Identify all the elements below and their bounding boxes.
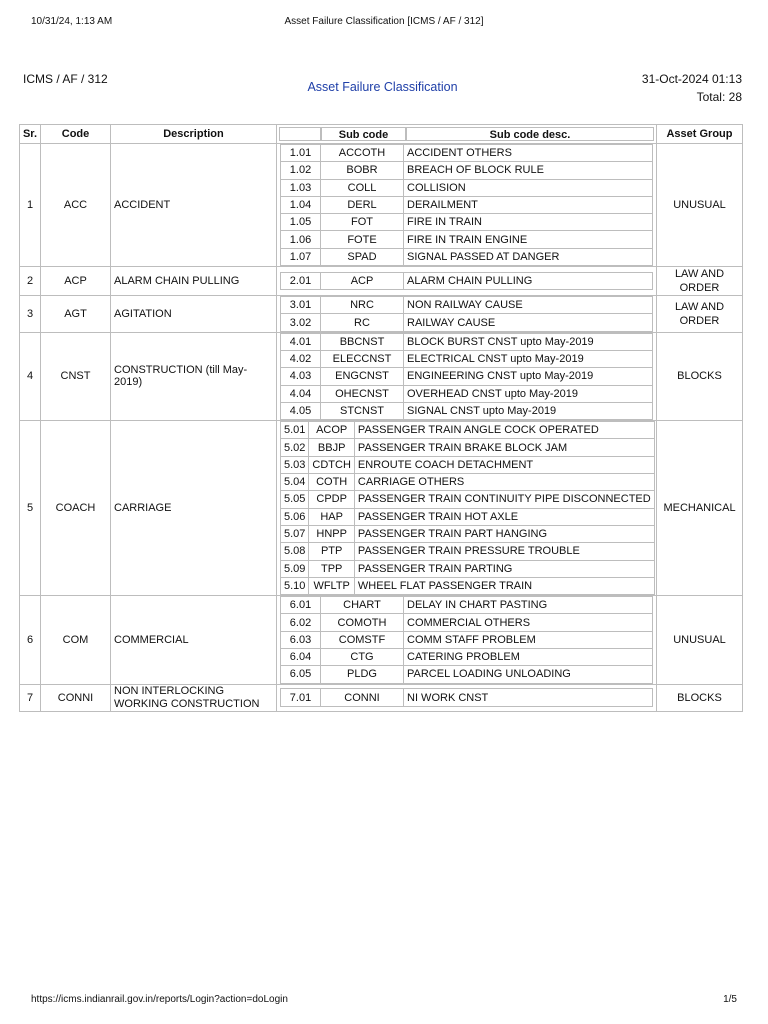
row-description: CARRIAGE [111,421,277,596]
table-row [20,144,743,267]
row-subcodes [277,296,657,333]
subcode-row [281,649,653,666]
subcode-row [281,577,655,594]
subcode: RC [321,314,404,331]
subcode-number: 5.05 [281,491,309,508]
subcode-description: RAILWAY CAUSE [404,314,653,331]
row-sr: 1 [20,144,41,267]
subcode-number: 6.04 [281,649,321,666]
row-asset-group: MECHANICAL [657,421,743,596]
subcode-description: CARRIAGE OTHERS [354,474,654,491]
subcode-row [281,196,653,213]
row-code: CNST [41,332,111,420]
subcode: COMOTH [321,614,404,631]
row-sr: 3 [20,296,41,333]
subcode-number: 3.02 [281,314,321,331]
subcode-row [281,350,653,367]
report-header [23,70,742,110]
subcode-description: PASSENGER TRAIN HOT AXLE [354,508,654,525]
subcode-description: ACCIDENT OTHERS [404,145,653,162]
subcode: ACOP [309,422,355,439]
subcode-description: SIGNAL PASSED AT DANGER [404,248,653,265]
subcode-description: OVERHEAD CNST upto May-2019 [404,385,653,402]
subcode-table [280,296,653,332]
row-subcodes [277,421,657,596]
subcode-row [281,385,653,402]
subcode-row [281,508,655,525]
row-code: COM [41,596,111,684]
subcode-table [280,421,655,595]
subcode-description: DERAILMENT [404,196,653,213]
subcode: CHART [321,597,404,614]
subcode: HNPP [309,525,355,542]
subcode: PLDG [321,666,404,683]
subcode-row [281,689,653,706]
print-url: https://icms.indianrail.gov.in/reports/Login?action=doLogin [31,994,288,1005]
row-description: COMMERCIAL [111,596,277,684]
subcode-number: 6.05 [281,666,321,683]
table-row [20,596,743,684]
subcode-number: 5.09 [281,560,309,577]
subcode-description: ENGINEERING CNST upto May-2019 [404,368,653,385]
subcode-description: SIGNAL CNST upto May-2019 [404,402,653,419]
subcode: FOTE [321,231,404,248]
subcode-number: 1.01 [281,145,321,162]
print-title: Asset Failure Classification [ICMS / AF / 312] [284,16,484,27]
subcode-number: 1.06 [281,231,321,248]
subcode-description: COMMERCIAL OTHERS [404,614,653,631]
subcode-row [281,231,653,248]
table-body [20,144,743,712]
subcode-number: 5.10 [281,577,309,594]
header-subcode-num [279,127,321,141]
row-subcodes [277,332,657,420]
subcode-row [281,543,655,560]
subcode-description: NON RAILWAY CAUSE [404,297,653,314]
subcode-description: COMM STAFF PROBLEM [404,631,653,648]
classification-table [19,124,743,712]
row-code: CONNI [41,684,111,711]
subcode: FOT [321,214,404,231]
row-description: NON INTERLOCKING WORKING CONSTRUCTION [111,684,277,711]
subcode-row [281,402,653,419]
subcode-row [281,297,653,314]
subcode: BBCNST [321,333,404,350]
subcode-row [281,597,653,614]
subcode: STCNST [321,402,404,419]
header-description: Description [111,125,277,144]
subcode-table [280,333,653,420]
subcode-table [280,596,653,683]
subcode-row [281,145,653,162]
subcode-description: PASSENGER TRAIN PRESSURE TROUBLE [354,543,654,560]
row-description: ALARM CHAIN PULLING [111,267,277,296]
row-code: AGT [41,296,111,333]
subcode-number: 5.04 [281,474,309,491]
subcode-row [281,248,653,265]
header-subcode: Sub code [321,127,406,141]
subcode: COLL [321,179,404,196]
header-subcode-desc: Sub code desc. [406,127,654,141]
subcode-row [281,314,653,331]
subcode: CPDP [309,491,355,508]
row-sr: 7 [20,684,41,711]
subcode-table [280,272,653,290]
subcode-description: PARCEL LOADING UNLOADING [404,666,653,683]
subcode: COTH [309,474,355,491]
subcode-number: 6.01 [281,597,321,614]
subcode: BOBR [321,162,404,179]
subcode-number: 5.07 [281,525,309,542]
row-sr: 5 [20,421,41,596]
subcode-description: ALARM CHAIN PULLING [404,272,653,289]
subcode-row [281,333,653,350]
subcode-number: 4.03 [281,368,321,385]
subcode-number: 7.01 [281,689,321,706]
subcode-number: 4.02 [281,350,321,367]
subcode: BBJP [309,439,355,456]
table-row [20,296,743,333]
subcode-number: 5.01 [281,422,309,439]
subcode-description: ENROUTE COACH DETACHMENT [354,456,654,473]
report-code: ICMS / AF / 312 [23,72,108,86]
report-title: Asset Failure Classification [307,80,458,94]
subcode-description: FIRE IN TRAIN [404,214,653,231]
subcode-row [281,560,655,577]
print-header [31,16,737,30]
row-sr: 4 [20,332,41,420]
subcode: ACP [321,272,404,289]
report-total: Total: 28 [696,90,742,104]
header-asset-group: Asset Group [657,125,743,144]
subcode-number: 2.01 [281,272,321,289]
row-asset-group: UNUSUAL [657,596,743,684]
subcode-description: PASSENGER TRAIN BRAKE BLOCK JAM [354,439,654,456]
subcode: PTP [309,543,355,560]
table-row [20,421,743,596]
subcode-number: 4.01 [281,333,321,350]
subcode-number: 6.02 [281,614,321,631]
subcode-description: PASSENGER TRAIN ANGLE COCK OPERATED [354,422,654,439]
subcode: ELECCNST [321,350,404,367]
header-subcode-group [277,125,657,144]
subcode-description: PASSENGER TRAIN PARTING [354,560,654,577]
subcode-row [281,631,653,648]
row-code: ACP [41,267,111,296]
row-subcodes [277,684,657,711]
subcode-row [281,491,655,508]
row-description: AGITATION [111,296,277,333]
subcode-number: 5.02 [281,439,309,456]
row-code: COACH [41,421,111,596]
subcode: TPP [309,560,355,577]
subcode: CONNI [321,689,404,706]
subcode-description: ELECTRICAL CNST upto May-2019 [404,350,653,367]
subcode-description: BLOCK BURST CNST upto May-2019 [404,333,653,350]
subcode: CTG [321,649,404,666]
subcode-row [281,422,655,439]
print-datetime: 10/31/24, 1:13 AM [31,16,113,27]
subcode-description: FIRE IN TRAIN ENGINE [404,231,653,248]
row-code: ACC [41,144,111,267]
row-sr: 6 [20,596,41,684]
subcode: HAP [309,508,355,525]
print-page-number: 1/5 [723,994,737,1005]
subcode-row [281,666,653,683]
subcode-number: 5.06 [281,508,309,525]
subcode-description: DELAY IN CHART PASTING [404,597,653,614]
row-subcodes [277,267,657,296]
row-sr: 2 [20,267,41,296]
subcode: NRC [321,297,404,314]
subcode-number: 1.04 [281,196,321,213]
subcode-description: COLLISION [404,179,653,196]
subcode-number: 3.01 [281,297,321,314]
subcode: OHECNST [321,385,404,402]
subcode-row [281,368,653,385]
subcode-description: WHEEL FLAT PASSENGER TRAIN [354,577,654,594]
subcode-number: 1.03 [281,179,321,196]
row-asset-group: BLOCKS [657,332,743,420]
row-subcodes [277,144,657,267]
subcode-row [281,162,653,179]
row-description: CONSTRUCTION (till May-2019) [111,332,277,420]
subcode-number: 6.03 [281,631,321,648]
table-header-row [20,125,743,144]
table-row [20,267,743,296]
subcode: COMSTF [321,631,404,648]
subcode-table [280,144,653,266]
subcode-row [281,272,653,289]
subcode-table [280,688,653,706]
subcode-number: 4.04 [281,385,321,402]
subcode-description: PASSENGER TRAIN CONTINUITY PIPE DISCONNECTED [354,491,654,508]
subcode-row [281,456,655,473]
report-date: 31-Oct-2024 01:13 [641,72,742,86]
subcode-row [281,439,655,456]
row-asset-group: LAW AND ORDER [657,296,743,333]
row-asset-group: UNUSUAL [657,144,743,267]
subcode-row [281,614,653,631]
subcode-row [281,214,653,231]
print-footer [31,994,737,1008]
subcode-row [281,179,653,196]
subcode: ACCOTH [321,145,404,162]
subcode-description: BREACH OF BLOCK RULE [404,162,653,179]
subcode-description: PASSENGER TRAIN PART HANGING [354,525,654,542]
subcode-row [281,525,655,542]
subcode-number: 5.03 [281,456,309,473]
row-asset-group: LAW AND ORDER [657,267,743,296]
subcode-number: 5.08 [281,543,309,560]
subcode: WFLTP [309,577,355,594]
subcode: ENGCNST [321,368,404,385]
row-asset-group: BLOCKS [657,684,743,711]
subcode: SPAD [321,248,404,265]
table-row [20,684,743,711]
subcode-number: 4.05 [281,402,321,419]
header-code: Code [41,125,111,144]
subcode-row [281,474,655,491]
subcode-number: 1.02 [281,162,321,179]
subcode-description: CATERING PROBLEM [404,649,653,666]
header-sr: Sr. [20,125,41,144]
subcode: DERL [321,196,404,213]
table-row [20,332,743,420]
subcode-number: 1.05 [281,214,321,231]
subcode-number: 1.07 [281,248,321,265]
row-subcodes [277,596,657,684]
subcode: CDTCH [309,456,355,473]
subcode-description: NI WORK CNST [404,689,653,706]
row-description: ACCIDENT [111,144,277,267]
